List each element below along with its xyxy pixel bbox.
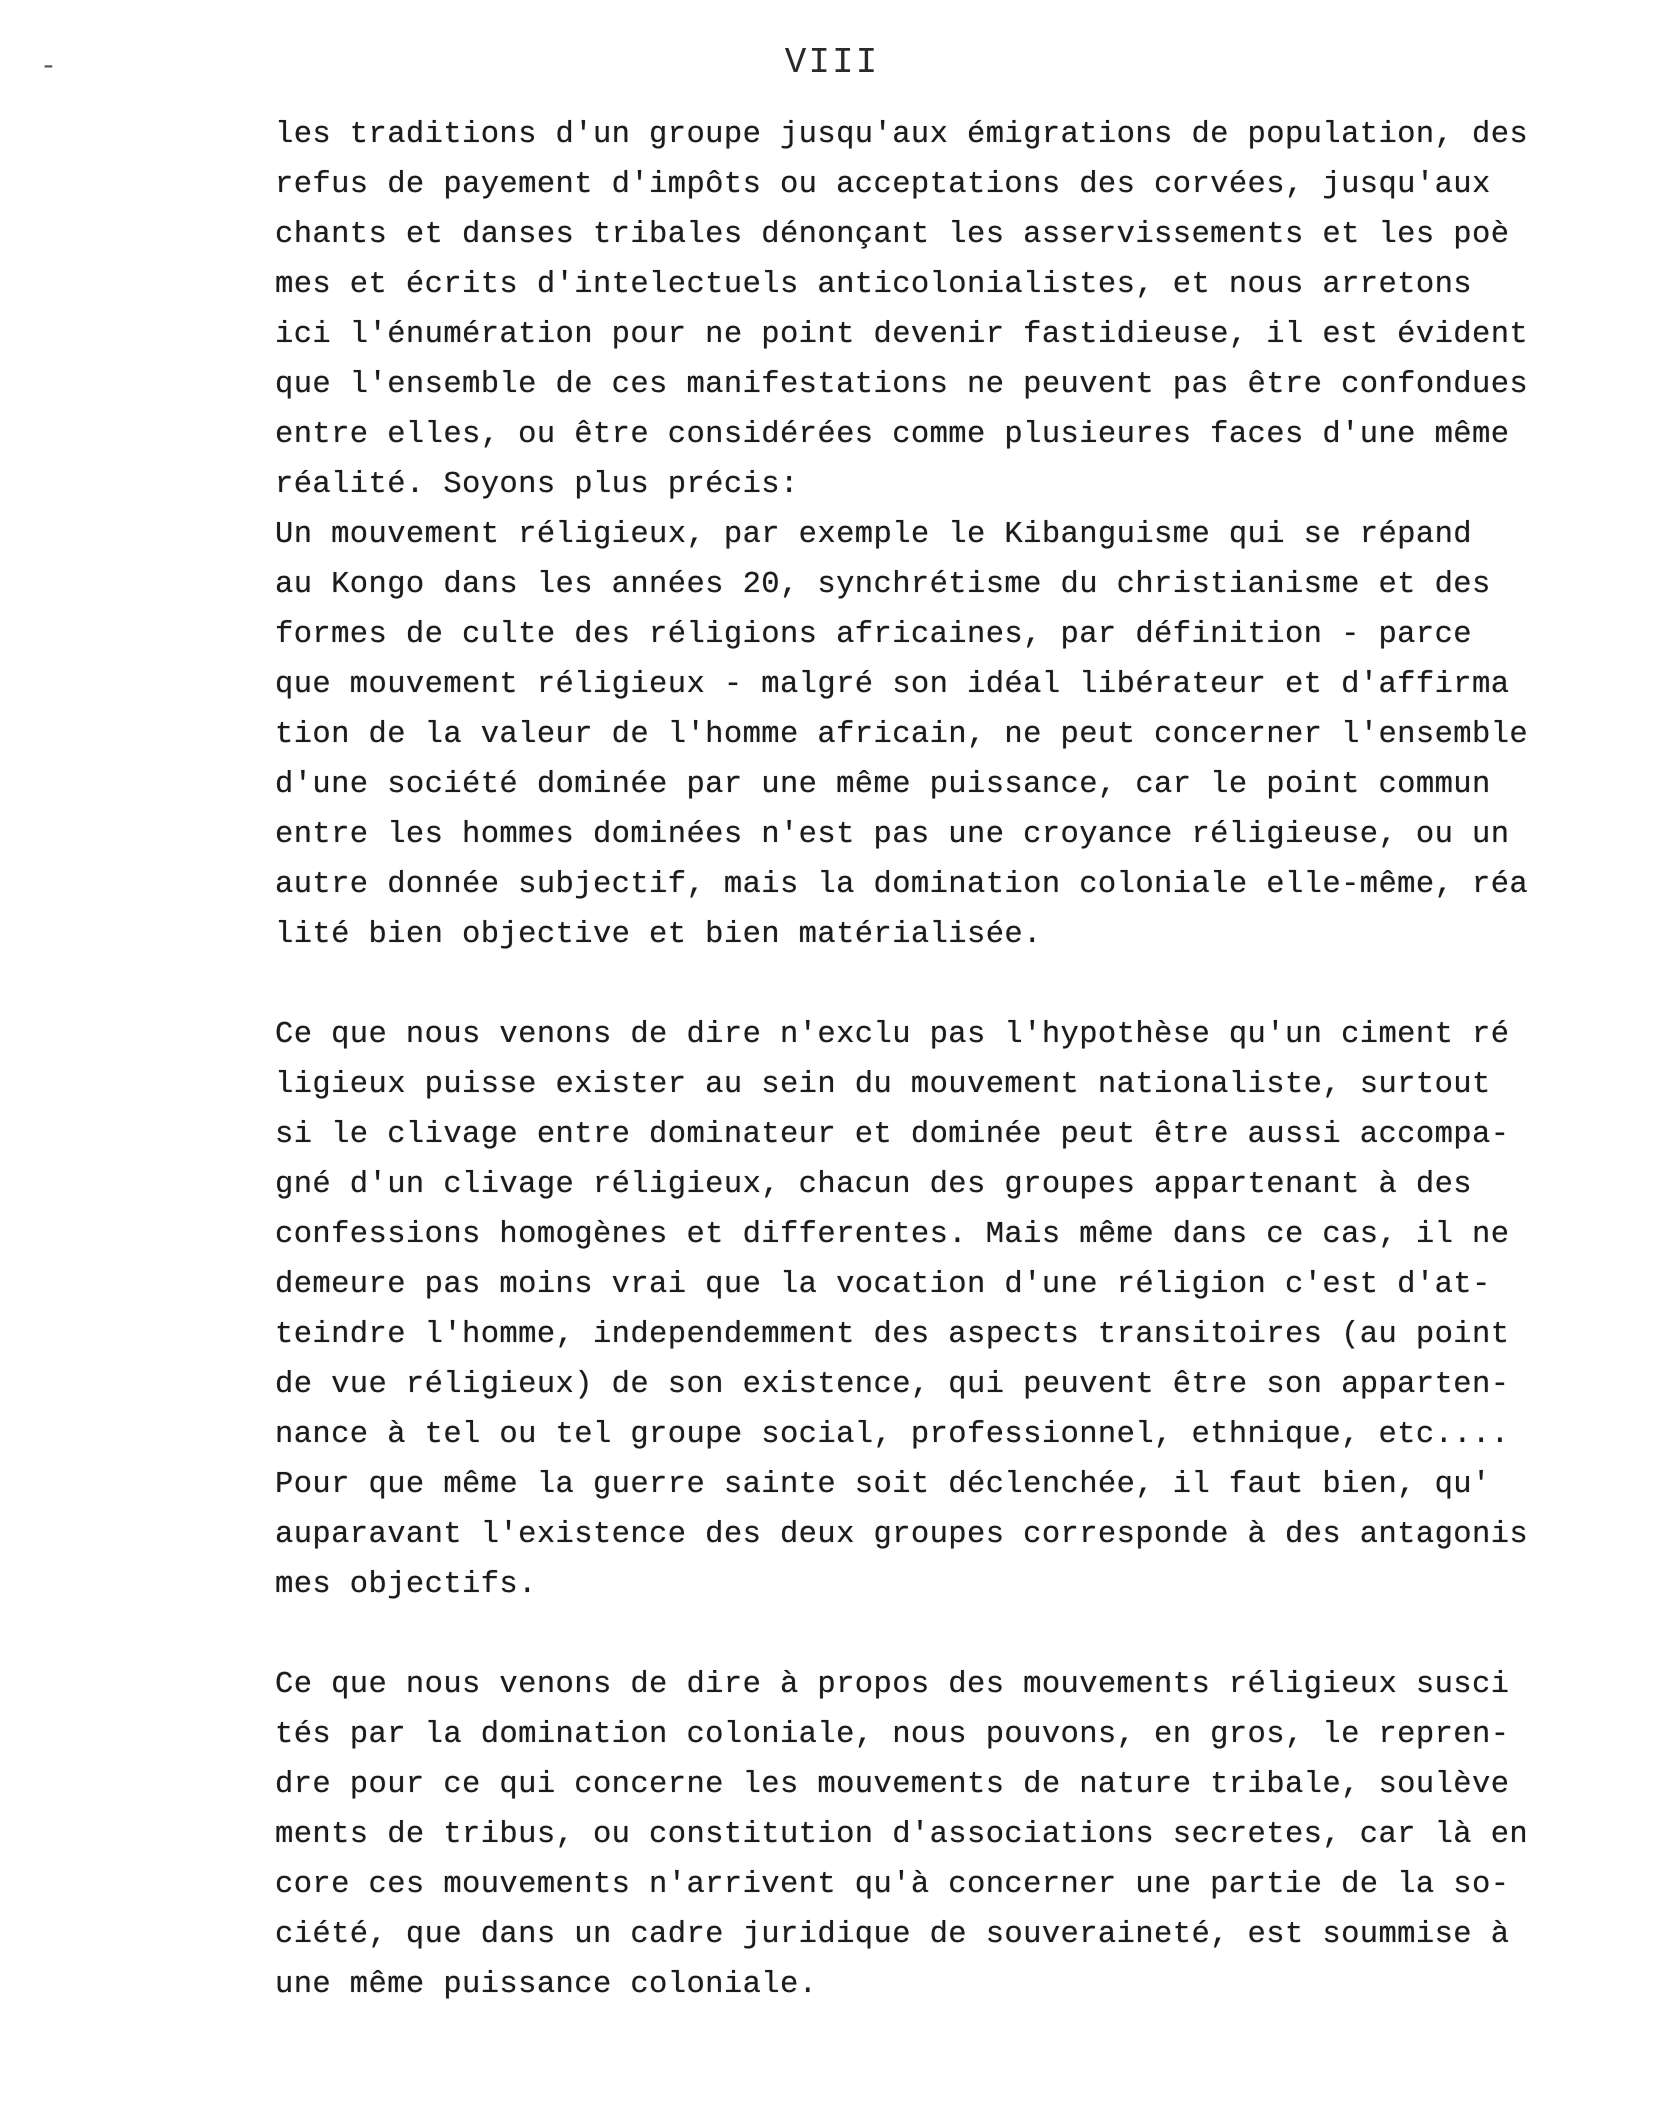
text-line: au Kongo dans les années 20, synchrétisme du christianisme et des [275, 568, 1491, 602]
text-line: de vue réligieux) de son existence, qui peuvent être son apparten- [275, 1368, 1510, 1402]
text-line: core ces mouvements n'arrivent qu'à concerner une partie de la so- [275, 1868, 1510, 1902]
paragraph-3 [275, 1660, 1635, 2010]
text-line: dre pour ce qui concerne les mouvements de nature tribale, soulève [275, 1768, 1510, 1802]
text-line: autre donnée subjectif, mais la domination coloniale elle-même, réa [275, 868, 1529, 902]
paragraph-1 [275, 110, 1635, 960]
text-line: que mouvement réligieux - malgré son idéal libérateur et d'affirma [275, 668, 1510, 702]
text-line: Ce que nous venons de dire n'exclu pas l'hypothèse qu'un ciment ré [275, 1018, 1510, 1052]
text-line: teindre l'homme, independemment des aspects transitoires (au point [275, 1318, 1510, 1352]
text-line: mes objectifs. [275, 1568, 537, 1602]
text-line: Ce que nous venons de dire à propos des mouvements réligieux susci [275, 1668, 1510, 1702]
text-line: confessions homogènes et differentes. Mais même dans ce cas, il ne [275, 1218, 1510, 1252]
text-line: mes et écrits d'intelectuels anticolonialistes, et nous arretons [275, 268, 1472, 302]
text-line: refus de payement d'impôts ou acceptations des corvées, jusqu'aux [275, 168, 1491, 202]
text-line: ligieux puisse exister au sein du mouvement nationaliste, surtout [275, 1068, 1491, 1102]
text-line: Un mouvement réligieux, par exemple le Kibanguisme qui se répand [275, 518, 1472, 552]
text-line: nance à tel ou tel groupe social, professionnel, ethnique, etc.... [275, 1418, 1510, 1452]
text-line: demeure pas moins vrai que la vocation d'une réligion c'est d'at- [275, 1268, 1491, 1302]
margin-mark: - [40, 52, 57, 83]
paragraph-2 [275, 1010, 1635, 1610]
text-line: tion de la valeur de l'homme africain, ne peut concerner l'ensemble [275, 718, 1529, 752]
text-line: lité bien objective et bien matérialisée. [275, 918, 1042, 952]
paragraph-gap [275, 1610, 1635, 1660]
text-line: tés par la domination coloniale, nous pouvons, en gros, le repren- [275, 1718, 1510, 1752]
text-line: une même puissance coloniale. [275, 1968, 818, 2002]
text-line: les traditions d'un groupe jusqu'aux émigrations de population, des [275, 118, 1529, 152]
text-line: si le clivage entre dominateur et dominée peut être aussi accompa- [275, 1118, 1510, 1152]
text-line: gné d'un clivage réligieux, chacun des groupes appartenant à des [275, 1168, 1472, 1202]
text-line: ciété, que dans un cadre juridique de souveraineté, est soummise à [275, 1918, 1510, 1952]
text-line: chants et danses tribales dénonçant les asservissements et les poè [275, 218, 1510, 252]
text-line: réalité. Soyons plus précis: [275, 468, 799, 502]
text-line: formes de culte des réligions africaines, par définition - parce [275, 618, 1472, 652]
text-line: entre les hommes dominées n'est pas une croyance réligieuse, ou un [275, 818, 1510, 852]
body-text [275, 110, 1635, 2010]
text-line: d'une société dominée par une même puissance, car le point commun [275, 768, 1491, 802]
text-line: ments de tribus, ou constitution d'associations secretes, car là en [275, 1818, 1529, 1852]
text-line: Pour que même la guerre sainte soit déclenchée, il faut bien, qu' [275, 1468, 1491, 1502]
text-line: entre elles, ou être considérées comme plusieures faces d'une même [275, 418, 1510, 452]
text-line: ici l'énumération pour ne point devenir fastidieuse, il est évident [275, 318, 1529, 352]
text-line: que l'ensemble de ces manifestations ne peuvent pas être confondues [275, 368, 1529, 402]
paragraph-gap [275, 960, 1635, 1010]
page-number: VIII [784, 42, 880, 83]
text-line: auparavant l'existence des deux groupes corresponde à des antagonis [275, 1518, 1529, 1552]
